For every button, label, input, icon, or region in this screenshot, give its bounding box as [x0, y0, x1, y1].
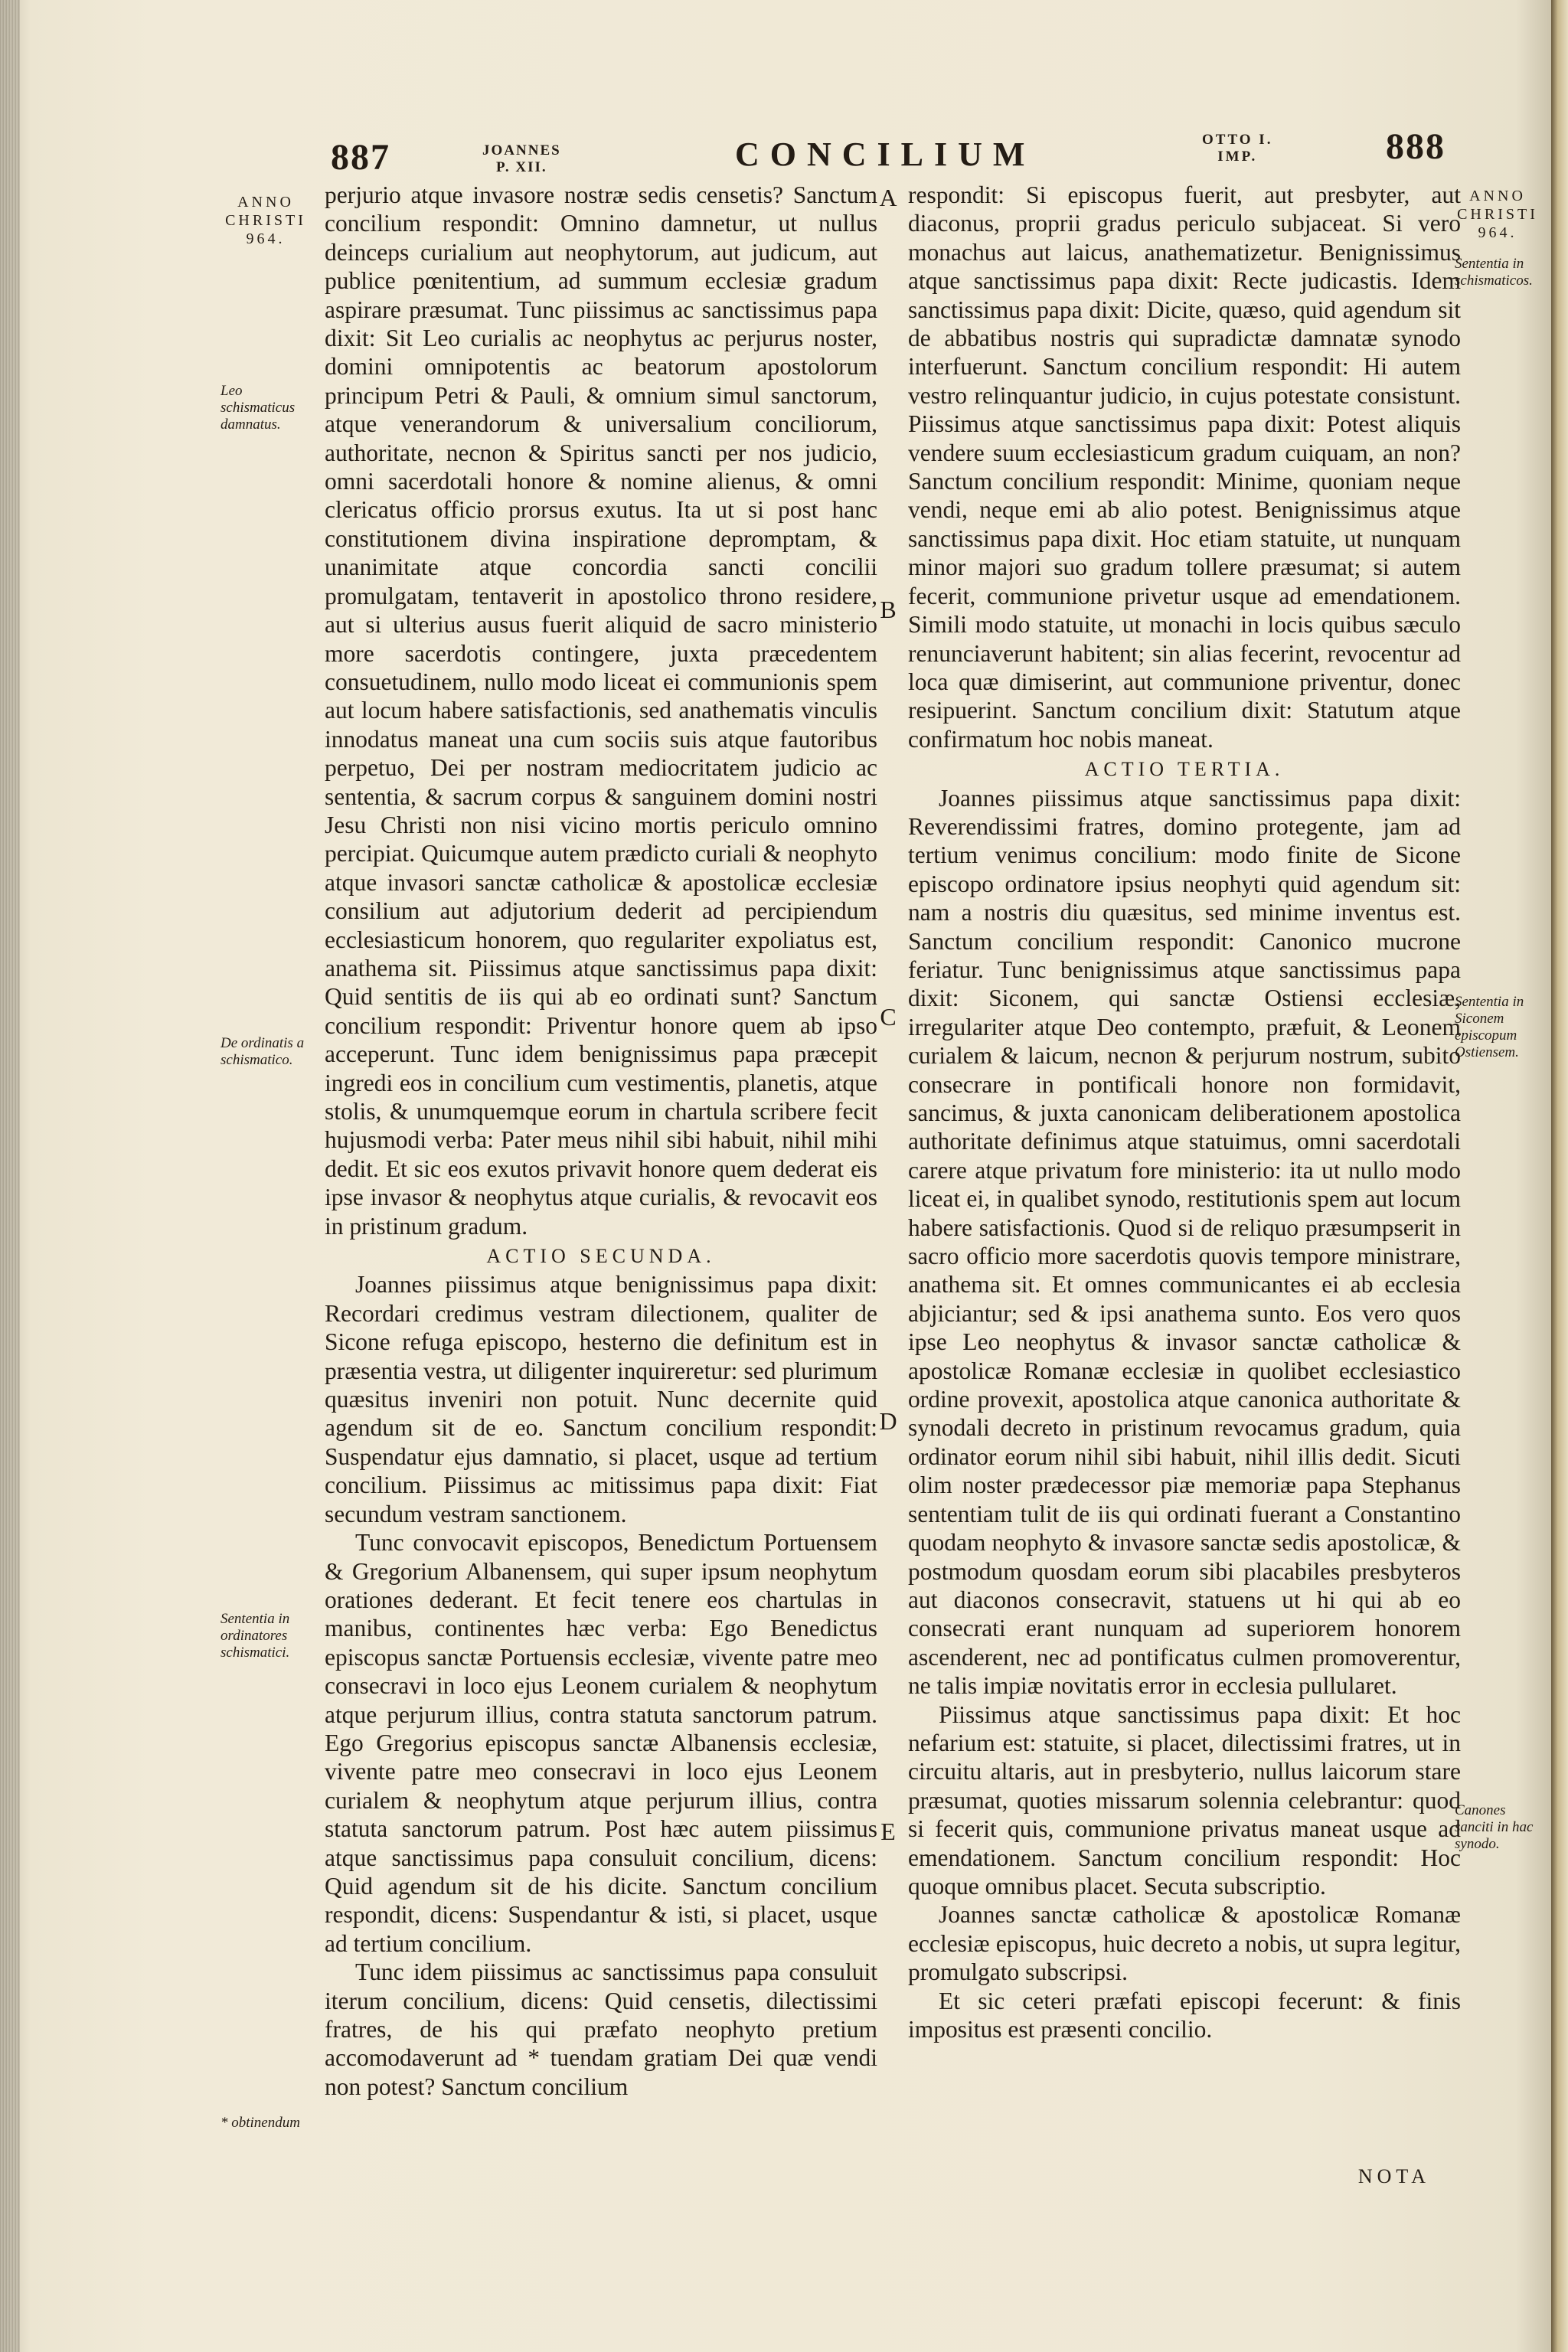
- paragraph: Tunc idem piissimus ac sanctissimus papa consuluit iterum concilium, dicens: Quid censetis, dilectissimi fratres, de his qui præfato neophyto pretium accomodaverunt ad * tuendam gratiam Dei quæ vendi non potest? Sanctum concilium: [325, 1958, 877, 2100]
- section-heading: ACTIO SECUNDA.: [486, 1245, 716, 1268]
- paragraph: Piissimus atque sanctissimus papa dixit: Et hoc nefarium est: statuite, si placet, dilectissimi fratres, ut in circuitu altaris, aut in presbyterio, nullus laicorum stare præsumat, quoties missarum solennia celebrantur: quod si fecerit quis, communione privatus maneat usque ad emendationem. Sanctum concilium respondit: Hoc quoque omnibus placet. Secuta subscriptio.: [908, 1700, 1461, 1900]
- margin-note-left: De ordinatis a schismatico.: [220, 1035, 305, 1068]
- section-letter: B: [880, 596, 897, 623]
- margin-note-right: Sententia in schismaticos.: [1455, 256, 1533, 289]
- book-binding-edge: [0, 0, 20, 2352]
- running-head-left-line: JOANNES: [482, 142, 561, 158]
- next-page-edge: [1551, 0, 1568, 2352]
- running-head-left-line: P. XII.: [496, 159, 547, 175]
- text-column-left: [325, 181, 877, 2101]
- margin-note-right: Canones sanciti in hac synodo.: [1455, 1802, 1534, 1852]
- margin-year-line: ANNO: [237, 194, 294, 211]
- text-column-right: [908, 181, 1461, 2043]
- margin-note-left: * obtinendum: [220, 2115, 300, 2131]
- paragraph: perjurio atque invasore nostræ sedis censetis? Sanctum concilium respondit: Omnino damnetur, ut nullus deinceps curialium aut neophytorum, aut judicum, aut publice pœnitentium, ad summum ecclesiæ gradum aspirare præsumat. Tunc piissimus ac sanctissimus papa dixit: Sit Leo curialis ac neophytus ac perjurus noster, domini omnipotentis ac beatorum apostolorum principum Petri & Pauli, & omnium simul sanctorum, atque venerandorum & universalium conciliorum, authoritate, necnon & Spiritus sancti per nos judicio, omni sacerdotali honore & nomine alienus, & omni clericatus officio prorsus exutus. Ita ut si post hanc constitutionem divina inspiratione depromptam, & unanimitate atque concordia sancti concilii promulgatam, tentaverit in apostolico throno residere, aut si ulterius ausus fuerit aliquid de sacro ministerio more sacerdotis contingere, juxta præcedentem consuetudinem, nullo modo liceat ei communionis spem aut locum habere satisfactionis, sed anathematis vinculis innodatus maneat una cum sociis suis atque fautoribus perpetuo, Dei per nostram mediocritatem judicio ac sententia, & sacrum corpus & sanguinem domini nostri Jesu Christi non nisi vicino mortis periculo omnino percipiat. Quicumque autem prædicto curiali & neophyto atque invasori sanctæ catholicæ & apostolicæ ecclesiæ consilium aut adjutorium dederit ad percipiendum ecclesiasticum honorem, quo regulariter expoliatus est, anathema sit. Piissimus atque sanctissimus papa dixit: Quid sentitis de iis qui ab eo ordinati sunt? Sanctum concilium respondit: Priventur honore quem ab ipso acceperunt. Tunc idem benignissimus papa præcepit ingredi eos in concilium cum vestimentis, planetis, atque stolis, & unumquemque eorum in chartula scribere fecit hujusmodi verba: Pater meus nihil sibi habuit, nihil mihi dedit. Et sic eos exutos privavit honore quem dederat eis ipse invasor & neophytus atque curialis, & revocavit eos in pristinum gradum.: [325, 181, 877, 1240]
- page-title: CONCILIUM: [735, 136, 1036, 173]
- paragraph: Joannes piissimus atque benignissimus papa dixit: Recordari credimus vestram dilectionem, qualiter de Sicone refuga episcopo, hesterno die definitum est in præsentia vestra, ut diligenter inquireretur: sed plurimum quæsitus inveniri non potuit. Nunc decernite quid agendum sit de eo. Sanctum concilium respondit: Suspendatur ejus damnatio, si placet, usque ad tertium concilium. Piissimus ac mitissimus papa dixit: Fiat secundum vestram sanctionem.: [325, 1271, 877, 1527]
- paragraph: Tunc convocavit episcopos, Benedictum Portuensem & Gregorium Albanensem, qui super ipsum neophytum orationes dederant. Et fecit tenere eos chartulas in manibus, continentes hæc verba: Ego Benedictus episcopus sanctæ Portuensis ecclesiæ, vivente patre meo consecravi in loco ejus Leonem curialem & neophytum atque perjurum illius, contra statuta sanctorum patrum. Ego Gregorius episcopus sanctæ Albanensis ecclesiæ, vivente patre meo consecravi in loco ejus Leonem curialem & neophytum atque perjurum illius, contra statuta sanctorum patrum. Post hæc autem piissimus atque sanctissimus papa consuluit concilium, dicens: Quid agendum sit de his dicite. Sanctum concilium respondit, dicens: Suspendantur & isti, si placet, usque ad tertium concilium.: [325, 1529, 877, 1957]
- running-head-right: [1202, 132, 1272, 165]
- page-number-right: 888: [1386, 126, 1446, 167]
- section-letter: A: [879, 184, 897, 211]
- paragraph: Joannes sanctæ catholicæ & apostolicæ Romanæ ecclesiæ episcopus, huic decreto a nobis, ut supra legitur, promulgato subscripsi.: [908, 1901, 1461, 1986]
- margin-note-left: Sententia in ordinatores schismatici.: [220, 1611, 290, 1661]
- running-head-left: [482, 142, 561, 176]
- section-letter: E: [880, 1818, 896, 1845]
- margin-year-right: [1453, 187, 1542, 242]
- margin-year-left: [216, 193, 315, 248]
- margin-note-left: Leo schismaticus damnatus.: [220, 383, 296, 433]
- paragraph: Et sic ceteri præfati episcopi fecerunt: & finis impositus est præsenti concilio.: [908, 1987, 1461, 2043]
- running-head-right-line: IMP.: [1217, 149, 1258, 165]
- margin-note-right: Sententia in Siconem episcopum Ostiensem.: [1455, 994, 1524, 1060]
- section-heading: ACTIO TERTIA.: [1084, 758, 1285, 781]
- margin-year-line: CHRISTI: [1457, 206, 1538, 223]
- section-letter: C: [880, 1003, 897, 1031]
- paragraph: respondit: Si episcopus fuerit, aut presbyter, aut diaconus, proprii gradus periculo subjaceat. Si vero monachus aut laicus, anathematizetur. Benignissimus atque sanctissimus papa dixit: Recte judicastis. Idem sanctissimus papa dixit: Dicite, quæso, quid agendum sit de abbatibus nostris qui supradictæ damnatæ synodo interfuerunt. Sanctum concilium respondit: Hi autem vestro relinquantur judicio, in cujus potestate consistunt. Piissimus atque sanctissimus papa dixit: Potest aliquis vendere suum ecclesiasticum gradum cuiquam, an non? Sanctum concilium respondit: Minime, quoniam neque vendi, neque emi ab alio potest. Benignissimus atque sanctissimus papa dixit. Hoc etiam statuite, ut nunquam minor majori suo gradum tollere præsumat; si autem fecerit, communione privetur usque ad emendationem. Simili modo statuite, ut monachi in locis quibus sæculo renunciaverunt habitent; sin alias fecerint, revocentur ad loca quæ dimiserint, aut communione priventur, donec resipuerint. Sanctum concilium dixit: Statutum atque confirmatum hoc nobis maneat.: [908, 181, 1461, 753]
- margin-year-line: ANNO: [1469, 188, 1526, 204]
- running-head-right-line: OTTO I.: [1202, 132, 1273, 148]
- catchword: NOTA: [1357, 2165, 1430, 2187]
- margin-year-line: CHRISTI: [225, 212, 306, 229]
- paragraph: Joannes piissimus atque sanctissimus papa dixit: Reverendissimi fratres, domino protegente, jam ad tertium venimus concilium: modo finite de Sicone episcopo ordinatore ipsius neophyti quid agendum sit: nam a nostris diu quæsitus, sed minime inventus est. Sanctum concilium respondit: Canonico mucrone feriatur. Tunc benignissimus atque sanctissimus papa dixit: Siconem, qui sanctæ Ostiensi ecclesiæ, irregulariter atque Deo contempto, præfuit, & Leonem curialem & laicum, necnon & perjurum nostrum, subito consecrare in pontificali honore non formidavit, sancimus, & juxta canonicam deliberationem apostolica authoritate definimus atque statuimus, omni sacerdotali carere atque privatum fore ministerio: ita ut nullo modo liceat ei, in qualibet synodo, restitutionis spem aut locum habere satisfactionis. Quod si de reliquo præsumpserit in sacro officio more sacerdotis quovis tempore ministrare, anathema sit. Et omnes communicantes ei ab ecclesia abjiciantur; sed & ipsi anathema sunto. Eos vero quos ipse Leo neophytus & invasor sanctæ catholicæ & apostolicæ Romanæ ecclesiæ in quolibet ecclesiastico ordine provexit, apostolica atque canonica authoritate & synodali decreto in pristinum revocamus gradum, quia ordinator eorum nihil sibi habuit, nihil illis dedit. Sicuti olim noster prædecessor piæ memoriæ papa Stephanus sententiam tulit de iis qui ordinati fuerant a Constantino quodam neophyto & invasore sanctæ sedis apostolicæ, & postmodum quosdam eorum sibi placabiles presbyteros aut diaconos consecravit, statuens ut hi qui ab eo consecrati erant nunquam ad superiorem honorem ascenderent, nec ad pontificatus culmen promoverentur, ne talis impiæ novitatis error in ecclesia pullularet.: [908, 784, 1461, 1700]
- section-letter: D: [879, 1407, 897, 1435]
- page-number-left: 887: [331, 137, 390, 178]
- margin-year-line: 964.: [1478, 224, 1517, 241]
- margin-year-line: 964.: [246, 230, 286, 247]
